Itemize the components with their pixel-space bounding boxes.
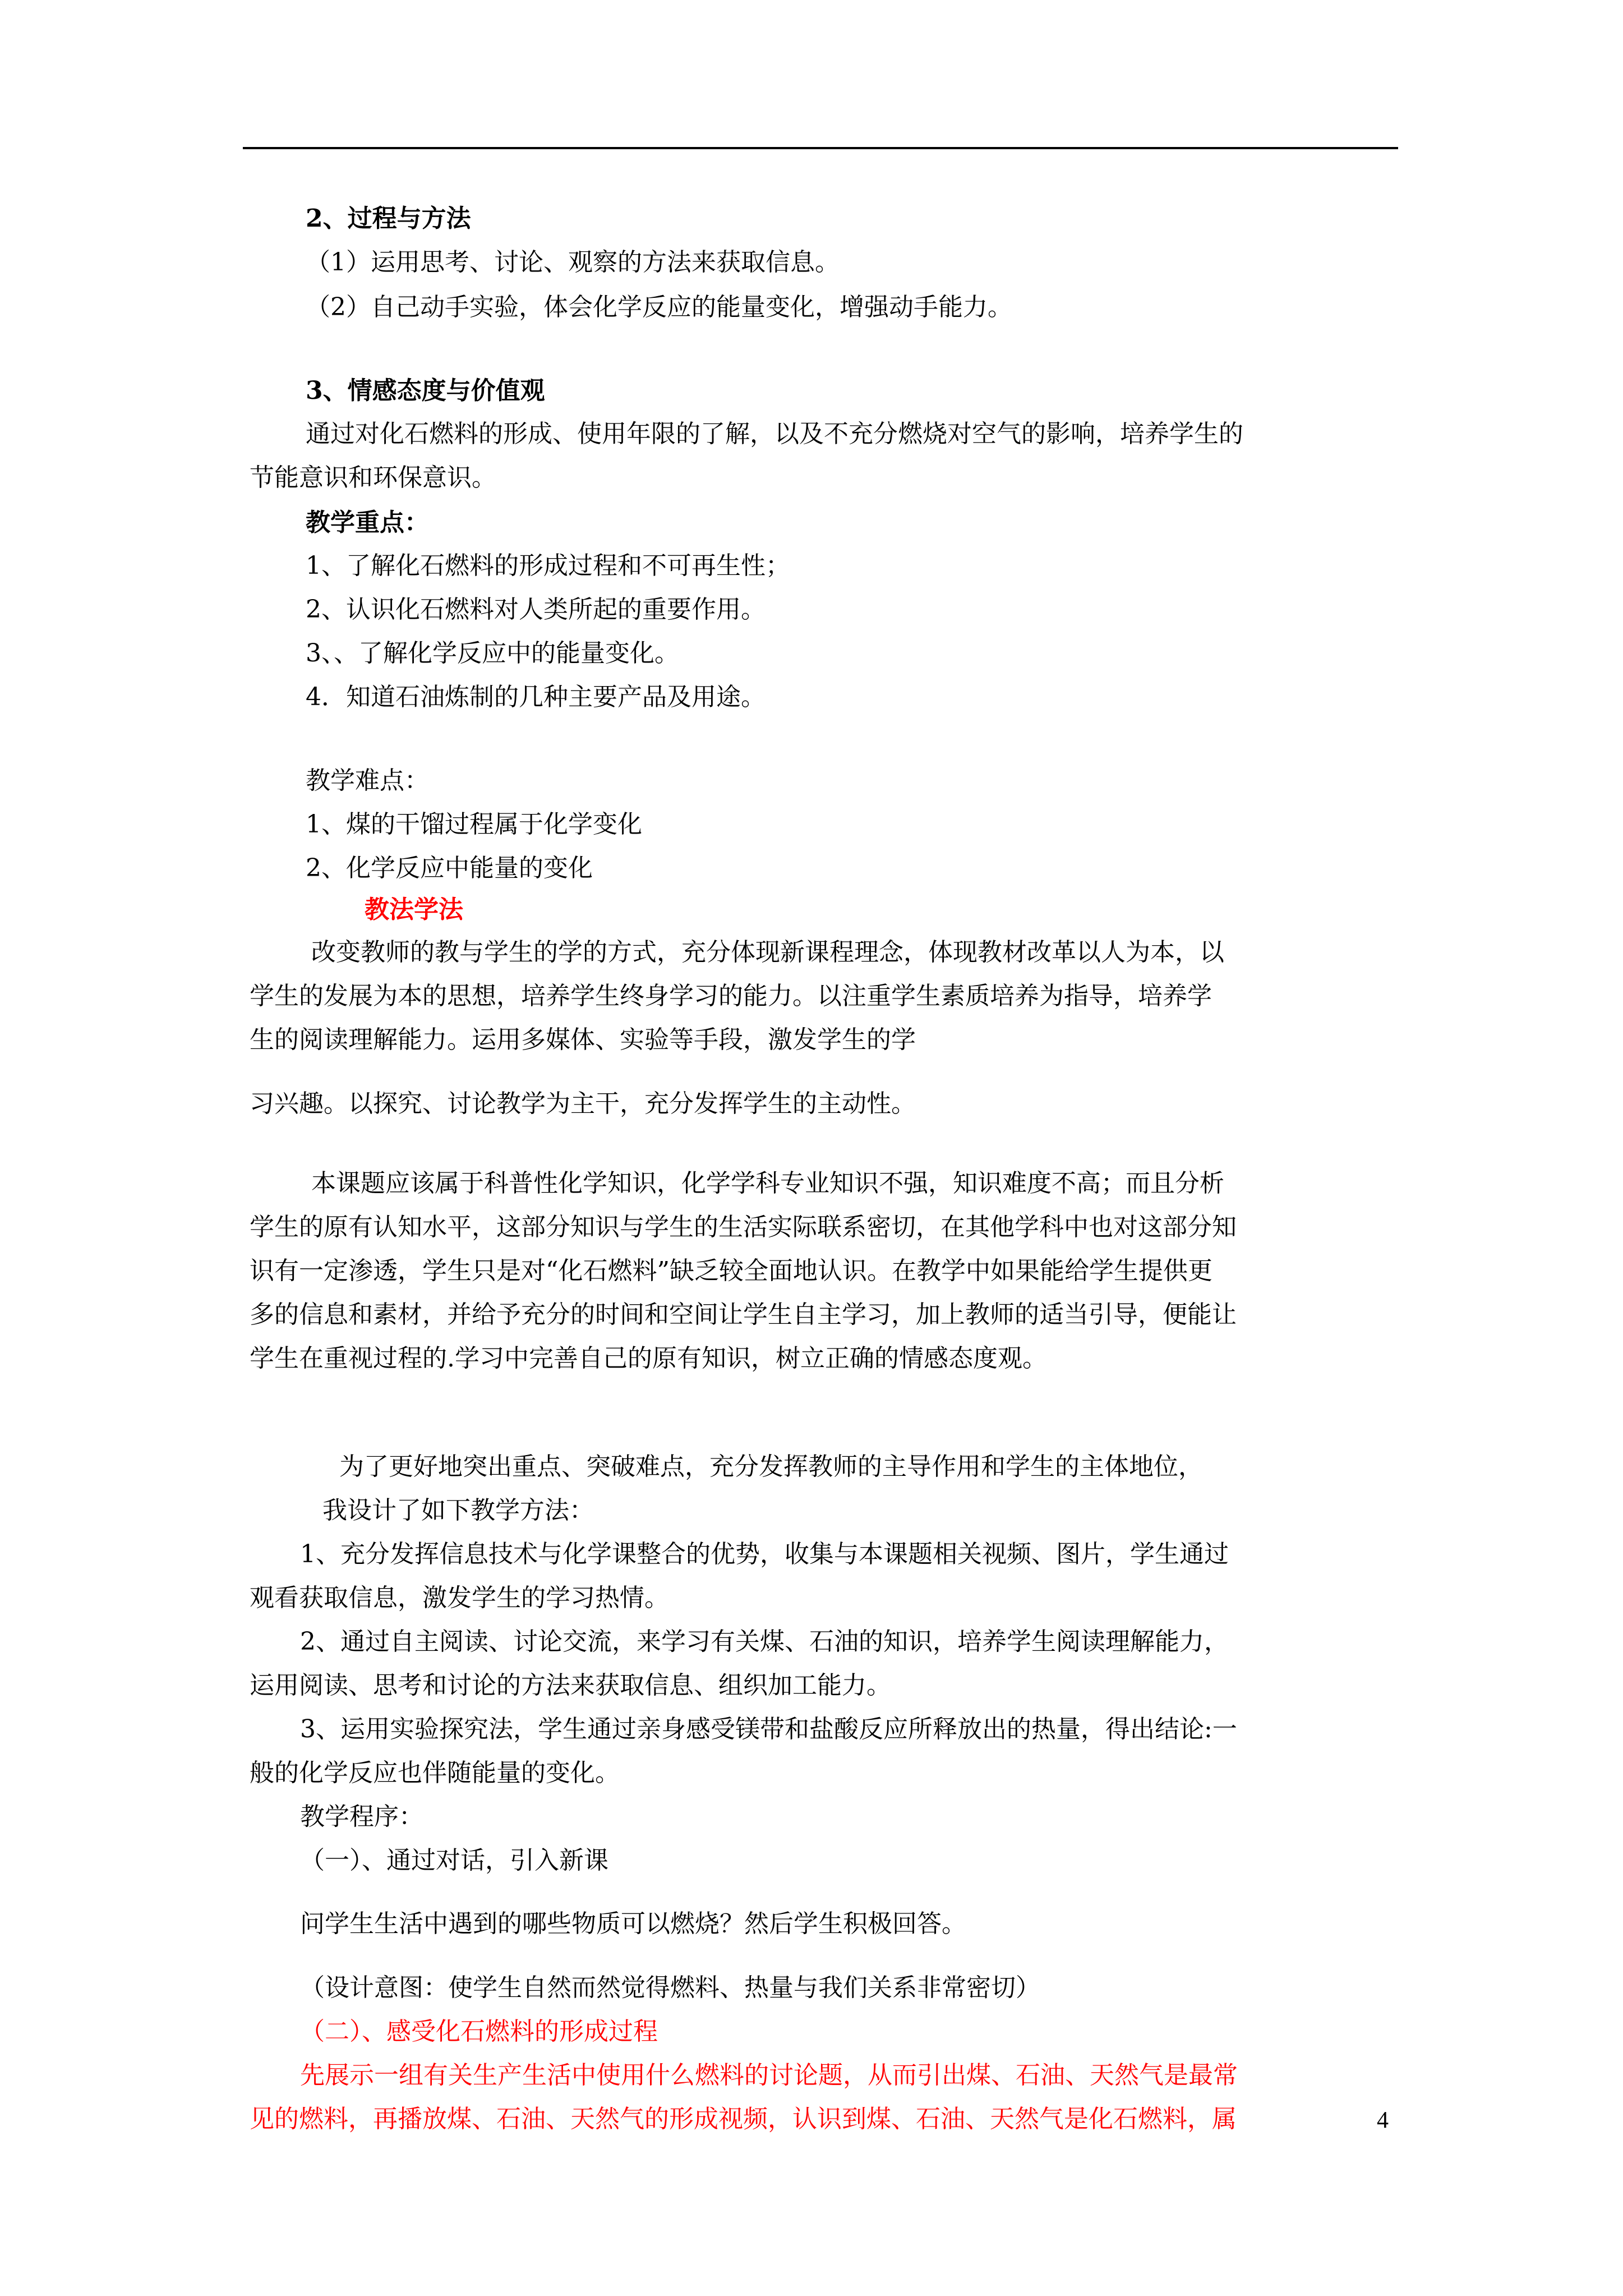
- procedure-step: （一）、通过对话，引入新课: [300, 1846, 608, 1875]
- paragraph-line: 我设计了如下教学方法：: [322, 1496, 594, 1525]
- paragraph-line: 运用阅读、思考和讨论的方法来获取信息、组织加工能力。: [250, 1671, 891, 1700]
- paragraph-line: 般的化学反应也伴随能量的变化。: [250, 1759, 620, 1787]
- page-number: 4: [1377, 2108, 1389, 2133]
- paragraph-line: 问学生生活中遇到的哪些物质可以燃烧？然后学生积极回答。: [300, 1910, 966, 1938]
- section-heading-attitude-values: 3、情感态度与价值观: [306, 376, 545, 405]
- paragraph-line: 多的信息和素材，并给予充分的时间和空间让学生自主学习，加上教师的适当引导，便能让: [250, 1300, 1237, 1329]
- list-item: 1、了解化石燃料的形成过程和不可再生性；: [306, 551, 790, 580]
- list-item: 1、充分发挥信息技术与化学课整合的优势，收集与本课题相关视频、图片，学生通过: [300, 1540, 1229, 1568]
- paragraph-line: （设计意图：使学生自然而然觉得燃料、热量与我们关系非常密切）: [300, 1973, 1040, 2002]
- list-item: 1、煤的干馏过程属于化学变化: [306, 810, 642, 839]
- heading-teaching-key-points: 教学重点：: [306, 508, 429, 537]
- paragraph-line: 习兴趣。以探究、讨论教学为主干，充分发挥学生的主动性。: [250, 1089, 916, 1118]
- paragraph-line: 识有一定渗透，学生只是对“化石燃料”缺乏较全面地认识。在教学中如果能给学生提供更: [250, 1257, 1212, 1285]
- paragraph-line: 先展示一组有关生产生活中使用什么燃料的讨论题，从而引出煤、石油、天然气是最常: [300, 2061, 1238, 2090]
- paragraph-line: 节能意识和环保意识。: [250, 463, 496, 492]
- list-item: 4．知道石油炼制的几种主要产品及用途。: [306, 683, 766, 711]
- paragraph-line: 学生在重视过程的.学习中完善自己的原有知识，树立正确的情感态度观。: [250, 1344, 1047, 1373]
- paragraph-line: 学生的发展为本的思想，培养学生终身学习的能力。以注重学生素质培养为指导，培养学: [250, 982, 1212, 1010]
- list-item: 3、运用实验探究法，学生通过亲身感受镁带和盐酸反应所释放出的热量，得出结论:一: [300, 1715, 1237, 1743]
- paragraph-line: 为了更好地突出重点、突破难点，充分发挥教师的主导作用和学生的主体地位，: [339, 1452, 1203, 1481]
- paragraph-line: 本课题应该属于科普性化学知识，化学学科专业知识不强，知识难度不高；而且分析: [311, 1169, 1224, 1198]
- procedure-step: （二）、感受化石燃料的形成过程: [300, 2017, 658, 2046]
- heading-teaching-methods: 教法学法: [365, 895, 463, 924]
- paragraph-line: 见的燃料，再播放煤、石油、天然气的形成视频，认识到煤、石油、天然气是化石燃料，属: [250, 2105, 1237, 2133]
- paragraph-line: 改变教师的教与学生的学的方式，充分体现新课程理念，体现教材改革以人为本，以: [311, 938, 1224, 967]
- heading-teaching-procedure: 教学程序：: [300, 1802, 423, 1831]
- list-item: 3、、了解化学反应中的能量变化。: [306, 639, 679, 668]
- list-item: 2、通过自主阅读、讨论交流，来学习有关煤、石油的知识，培养学生阅读理解能力，: [300, 1627, 1229, 1656]
- paragraph-line: 观看获取信息，激发学生的学习热情。: [250, 1584, 669, 1612]
- paragraph-line: 通过对化石燃料的形成、使用年限的了解，以及不充分燃烧对空气的影响，培养学生的: [306, 420, 1243, 448]
- paragraph-line: （2）自己动手实验，体会化学反应的能量变化，增强动手能力。: [306, 293, 1012, 321]
- list-item: 2、认识化石燃料对人类所起的重要作用。: [306, 595, 766, 624]
- paragraph-line: 学生的原有认知水平，这部分知识与学生的生活实际联系密切，在其他学科中也对这部分知: [250, 1213, 1237, 1241]
- header-rule: [243, 147, 1398, 149]
- paragraph-line: 生的阅读理解能力。运用多媒体、实验等手段，激发学生的学: [250, 1025, 916, 1054]
- section-heading-process-method: 2、过程与方法: [306, 204, 471, 233]
- heading-teaching-difficulties: 教学难点：: [306, 766, 429, 795]
- paragraph-line: （1）运用思考、讨论、观察的方法来获取信息。: [306, 248, 840, 277]
- list-item: 2、化学反应中能量的变化: [306, 854, 593, 882]
